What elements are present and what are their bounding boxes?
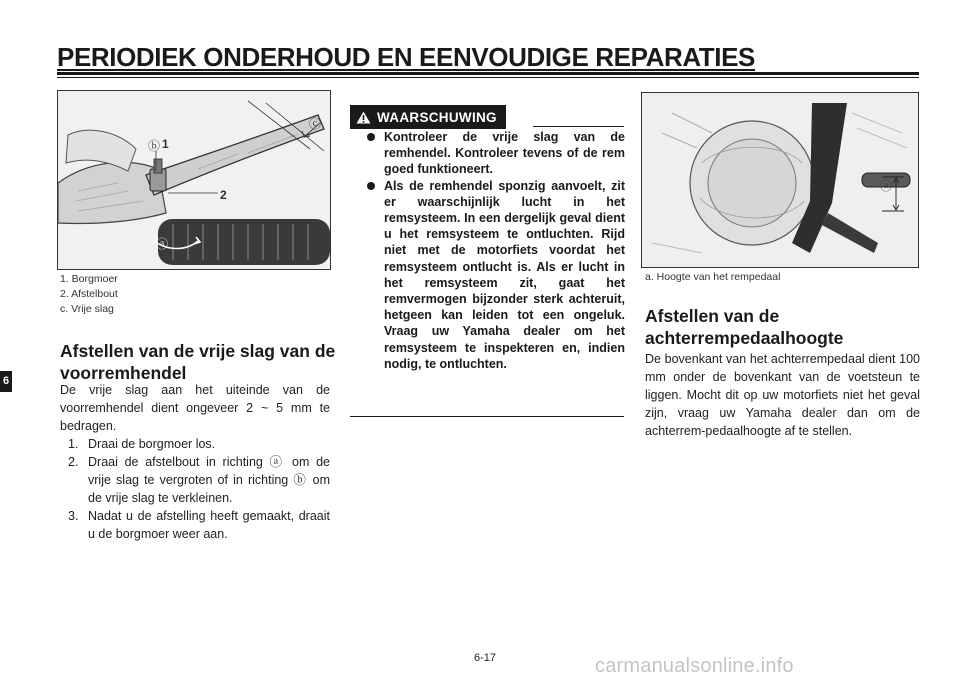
- callout-c: ⓒ: [309, 117, 322, 131]
- brake-pedal-figure: [641, 92, 919, 268]
- figure-captions: [60, 272, 118, 317]
- section-heading-rear-brake: Afstellen van de achterrempedaalhoogte: [645, 306, 844, 348]
- callout-2: 2: [220, 188, 227, 202]
- callout-1: 1: [162, 137, 169, 151]
- header-rule: [57, 72, 919, 75]
- step-item: [60, 507, 330, 543]
- warning-item-text: Als de remhendel sponzig aanvoelt, zit er waarschijnlijk lucht in het remsysteem. In een dergelijk geval dient u het remsysteem te ontluchten. Rijd niet met de motorfiets voordat het remsysteem ontlucht is. Als er lucht in het remsysteem zit, gaat het remvermogen bijzonder sterk achteruit, hetgeen kan leiden tot een ongeluk. Vraag uw Yamaha dealer om het remsysteem te inspekteren en, indien nodig, te ontluchten.: [384, 178, 625, 371]
- warning-label-text: WAARSCHUWING: [377, 109, 497, 125]
- bullet-icon: [367, 133, 375, 141]
- warning-bottom-rule: [350, 416, 624, 417]
- section-tab: 6: [0, 371, 12, 392]
- callout-a: ⓐ: [880, 179, 893, 193]
- brake-lever-illustration: [58, 91, 330, 269]
- step-item: [60, 435, 330, 453]
- callout-b: ⓑ: [148, 139, 161, 153]
- warning-list: [365, 129, 625, 372]
- bullet-icon: [367, 182, 375, 190]
- header-rule-thin: [57, 77, 919, 78]
- caption-item: 2. Afstelbout: [60, 288, 118, 300]
- rear-brake-paragraph: De bovenkant van het achterrempedaal dient 100 mm onder de bovenkant van de voetsteun te liggen. Mocht dit op uw motorfiets niet het geval zijn, vraag uw Yamaha dealer dan om de achterrem-pedaalhoogte af te stellen.: [645, 352, 920, 438]
- step-text: Nadat u de afstelling heeft gemaakt, draait u de borgmoer weer aan.: [88, 509, 330, 541]
- step-item: [60, 453, 330, 507]
- warning-item-text: Kontroleer de vrije slag van de remhendel. Kontroleer tevens of de rem goed funktioneert.: [384, 130, 625, 177]
- figure-caption: a. Hoogte van het rempedaal: [645, 271, 781, 283]
- caption-item: 1. Borgmoer: [60, 273, 118, 285]
- warning-item: [365, 178, 625, 372]
- step-number: 2.: [68, 455, 79, 469]
- warning-rule: [533, 126, 624, 127]
- step-text: Draai de afstelbout in richting ⓐ om de vrije slag te vergroten of in richting ⓑ om de vrije slag te verkleinen.: [88, 455, 330, 505]
- step-text: Draai de borgmoer los.: [88, 437, 216, 451]
- callout-a: ⓐ: [156, 237, 169, 251]
- page-number: 6-17: [474, 652, 497, 664]
- intro-paragraph: De vrije slag aan het uiteinde van de voorremhendel dient ongeveer 2 ~ 5 mm te bedragen.: [60, 383, 330, 433]
- caption-item: c. Vrije slag: [60, 303, 114, 315]
- watermark: carmanualsonline.info: [595, 655, 794, 677]
- adjustment-steps: [60, 435, 330, 543]
- warning-triangle-icon: [356, 111, 371, 124]
- warning-item: [365, 129, 625, 178]
- section-heading-front-brake: Afstellen van de vrije slag van de voorremhendel: [60, 341, 336, 383]
- warning-label: [350, 105, 506, 129]
- step-number: 1.: [68, 437, 79, 451]
- brake-lever-figure: [57, 90, 331, 270]
- page-title: PERIODIEK ONDERHOUD EN EENVOUDIGE REPARATIES: [57, 42, 755, 72]
- step-number: 3.: [68, 509, 79, 523]
- brake-pedal-illustration: [642, 93, 918, 267]
